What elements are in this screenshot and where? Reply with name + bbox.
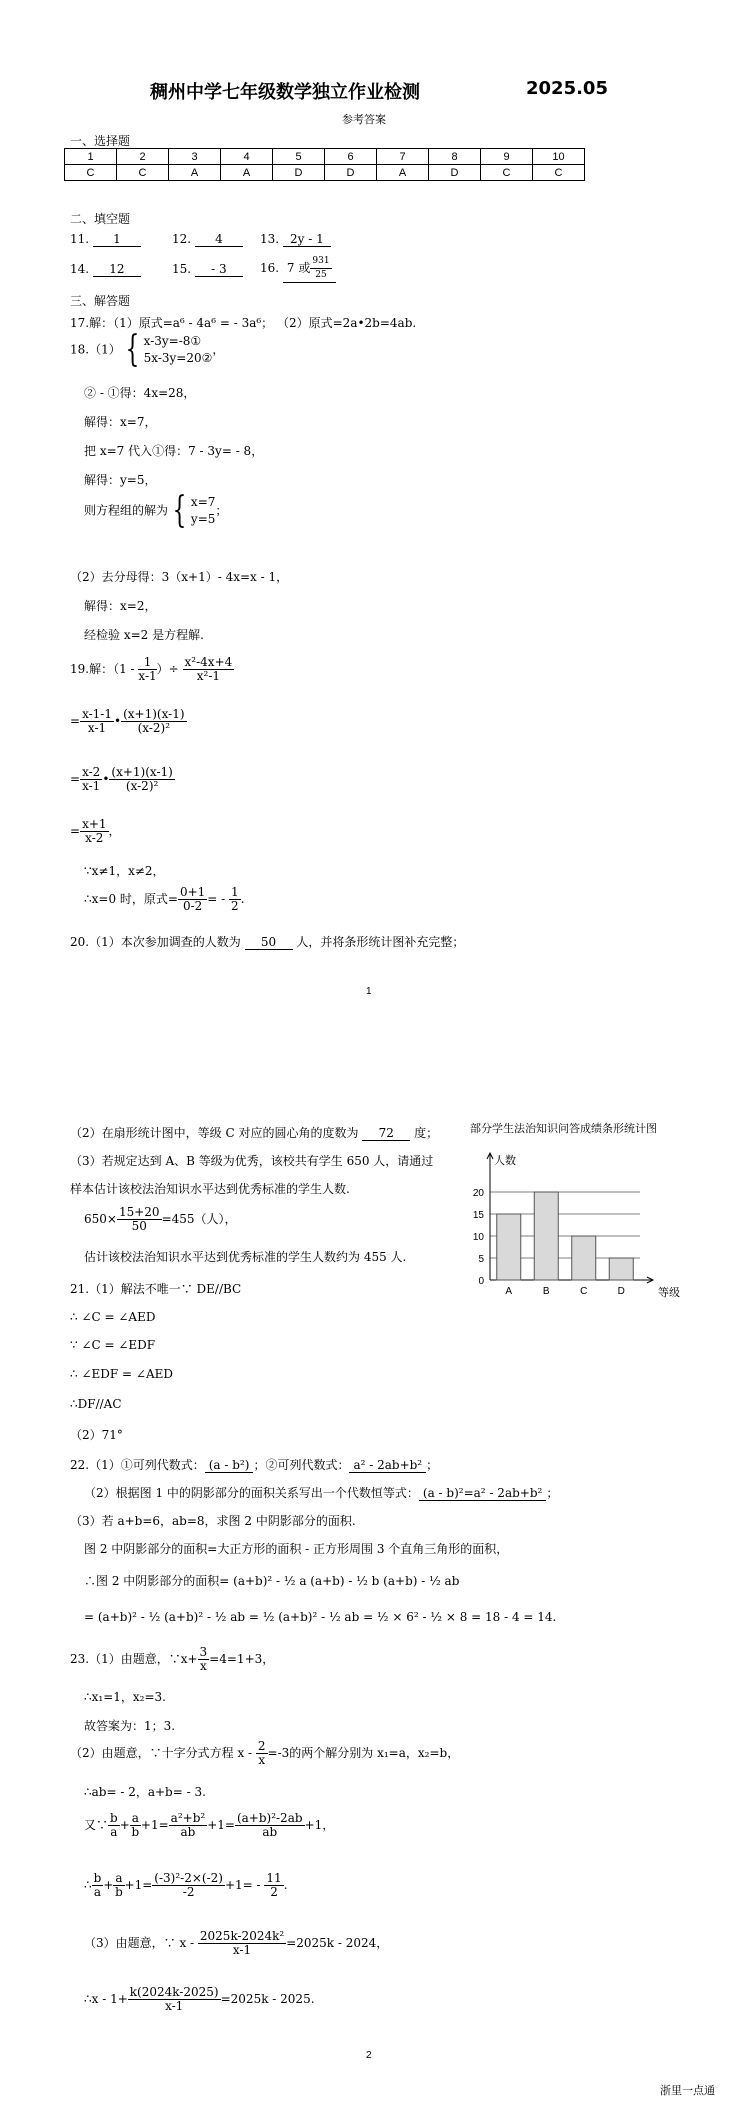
table-cell: 7: [377, 149, 429, 165]
q23-part1: 23.（1）由题意，∵x+ $\frac{3}{x}$ =4=1+3，: [70, 1645, 275, 1673]
exam-date: 2025.05: [526, 78, 608, 99]
y-tick-label: 20: [472, 1188, 484, 1199]
q20-part2: （2）在扇形统计图中，等级 C 对应的圆心角的度数为 72 度；: [70, 1126, 439, 1140]
q21-line: ∵ ∠C = ∠EDF: [70, 1338, 156, 1352]
q23-line: ∴x - 1+ $\frac{k(2024k-2025)}{x-1}$ =2025k - 2025.: [84, 1985, 315, 2013]
bar: [497, 1214, 521, 1280]
x-tick-label: D: [617, 1286, 625, 1297]
page-title: 稠州中学七年级数学独立作业检测: [150, 82, 420, 103]
q23-line: ∴ $\frac{b}{a}$ + $\frac{a}{b}$ +1= $\frac{\text{(-3)²-2×(-2)}}{-2}$ +1= - $\frac{11}{2}$ .: [84, 1871, 288, 1899]
answer-table: [64, 148, 585, 181]
page-number: 1: [366, 986, 372, 997]
fill-item: 13. 2y - 1: [260, 232, 331, 247]
q23-line: 故答案为：1；3.: [84, 1719, 176, 1733]
q21-line: 21.（1）解法不唯一∵ DE//BC: [70, 1282, 242, 1296]
x-tick-label: B: [542, 1286, 550, 1297]
q18-step: 解得：x=7，: [84, 415, 157, 429]
table-cell: C: [533, 165, 585, 181]
q19-expression: 19.解：（1 - $\frac{1}{x-1}$ ）÷ $\frac{\text{x²-4x+4}}{\text{x²-1}}$: [70, 655, 233, 683]
q18-system: 18.（1） { x-3y=-8① 5x-3y=20②，: [70, 329, 225, 370]
y-tick-label: 15: [472, 1210, 484, 1221]
table-cell: C: [65, 165, 117, 181]
fill-item: 16. 7 或 $\frac{931}{25}$: [260, 255, 336, 283]
q21-line: ∴ ∠C = ∠AED: [70, 1310, 156, 1324]
bar: [534, 1192, 558, 1280]
table-cell: D: [273, 165, 325, 181]
q22-part2: （2）根据图 1 中的阴影部分的面积关系写出一个代数恒等式： (a - b)²=a² - 2ab+b² ；: [84, 1486, 559, 1500]
q22-line: 图 2 中阴影部分的面积=大正方形的面积 - 正方形周围 3 个直角三角形的面积，: [84, 1542, 509, 1556]
table-cell: A: [377, 165, 429, 181]
section1-heading: 一、选择题: [70, 134, 131, 148]
q20-part1: 20.（1）本次参加调查的人数为 50 人，并将条形统计图补充完整；: [70, 935, 465, 949]
q22-part1: 22.（1）①可列代数式： (a - b²) ；②可列代数式： a² - 2ab+b² ；: [70, 1458, 439, 1472]
q22-part3: （3）若 a+b=6，ab=8，求图 2 中阴影部分的面积.: [70, 1514, 356, 1528]
y-tick-label: 0: [478, 1276, 484, 1287]
q18-part2: 解得：x=2，: [84, 599, 157, 613]
y-tick-label: 5: [478, 1254, 484, 1265]
fill-item: 15. - 3: [172, 262, 243, 277]
table-cell: A: [169, 165, 221, 181]
x-tick-label: C: [580, 1286, 588, 1297]
q18-result: 则方程组的解为 { x=7 y=5；: [84, 490, 228, 531]
subtitle: 参考答案: [342, 113, 386, 126]
q17-solution: 17.解：（1）原式=a⁶ - 4a⁶ = - 3a⁶； （2）原式=2a•2b=4ab.: [70, 316, 417, 330]
answer-table-numbers: [65, 149, 585, 165]
section3-heading: 三、解答题: [70, 294, 131, 308]
q21-line: ∴ ∠EDF = ∠AED: [70, 1367, 173, 1381]
fill-item: 11. 1: [70, 232, 141, 247]
table-cell: 2: [117, 149, 169, 165]
q19-step: = $\frac{x+1}{x-2}$ ，: [70, 817, 121, 845]
fill-item: 14. 12: [70, 262, 141, 277]
q18-part2: 经检验 x=2 是方程解.: [84, 628, 204, 642]
x-axis-label: 等级: [658, 1287, 680, 1299]
table-cell: A: [221, 165, 273, 181]
q20-part3: （3）若规定达到 A、B 等级为优秀，该校共有学生 650 人，请通过: [70, 1154, 434, 1168]
watermark: 浙里一点通: [660, 2084, 715, 2097]
q18-step: 把 x=7 代入①得：7 - 3y= - 8，: [84, 444, 264, 458]
table-cell: D: [325, 165, 377, 181]
q18-step: 解得：y=5，: [84, 473, 157, 487]
q23-line: ∴x₁=1，x₂=3.: [84, 1690, 166, 1704]
table-cell: C: [117, 165, 169, 181]
table-cell: 5: [273, 149, 325, 165]
bar-chart: [450, 1140, 710, 1305]
q19-condition: ∵x≠1，x≠2，: [84, 864, 165, 878]
q23-line: 又∵ $\frac{b}{a}$ + $\frac{a}{b}$ +1= $\frac{\text{a²+b²}}{ab}$ +1= $\frac{\text{(a+b)²-2ab}}{ab}$ +1，: [84, 1811, 335, 1839]
q18-step: ② - ①得：4x=28，: [84, 386, 196, 400]
q23-line: ∴ab= - 2，a+b= - 3.: [84, 1785, 206, 1799]
fill-item: 12. 4: [172, 232, 243, 247]
q19-step: = $\frac{x-2}{x-1}$ • $\frac{(x+1)(x-1)}{\text{(x-2)²}}$: [70, 765, 173, 793]
q22-line: ∴图 2 中阴影部分的面积= (a+b)² - ½ a (a+b) - ½ b (a+b) - ½ ab: [84, 1574, 460, 1588]
q18-part2: （2）去分母得：3（x+1）- 4x=x - 1，: [70, 570, 289, 584]
q19-step: = $\frac{x-1-1}{x-1}$ • $\frac{(x+1)(x-1)}{\text{(x-2)²}}$: [70, 707, 185, 735]
x-tick-label: A: [505, 1286, 513, 1297]
q23-part3: （3）由题意，∵ x - $\frac{\text{2025k-2024k²}}{x-1}$ =2025k - 2024，: [84, 1929, 389, 1957]
q19-final: ∴x=0 时，原式= $\frac{0+1}{0-2}$ = - $\frac{1}{2}$ .: [84, 885, 245, 913]
q20-calc: 650× $\frac{15+20}{50}$ =455（人），: [84, 1205, 237, 1233]
q22-line: = (a+b)² - ½ (a+b)² - ½ ab = ½ (a+b)² - ½ ab = ½ × 6² - ½ × 8 = 18 - 4 = 14.: [84, 1610, 557, 1624]
table-cell: 4: [221, 149, 273, 165]
q21-line: （2）71°: [70, 1428, 123, 1442]
table-cell: C: [481, 165, 533, 181]
q20-part3: 样本估计该校法治知识水平达到优秀标准的学生人数.: [70, 1182, 350, 1196]
table-cell: 6: [325, 149, 377, 165]
q20-estimate: 估计该校法治知识水平达到优秀标准的学生人数约为 455 人.: [84, 1250, 407, 1264]
chart-title: 部分学生法治知识问答成绩条形统计图: [470, 1122, 657, 1135]
bar: [609, 1258, 633, 1280]
y-tick-label: 10: [472, 1232, 484, 1243]
table-cell: 9: [481, 149, 533, 165]
table-cell: D: [429, 165, 481, 181]
table-cell: 8: [429, 149, 481, 165]
page-number: 2: [366, 2050, 372, 2061]
table-cell: 10: [533, 149, 585, 165]
answer-table-answers: [65, 165, 585, 181]
section2-heading: 二、填空题: [70, 212, 131, 226]
bar: [572, 1236, 596, 1280]
table-cell: 3: [169, 149, 221, 165]
q23-part2: （2）由题意，∵十字分式方程 x - $\frac{2}{x}$ =-3的两个解分别为 x₁=a，x₂=b，: [70, 1739, 460, 1767]
q21-line: ∴DF//AC: [70, 1397, 122, 1411]
y-axis-label: 人数: [494, 1155, 516, 1167]
table-cell: 1: [65, 149, 117, 165]
